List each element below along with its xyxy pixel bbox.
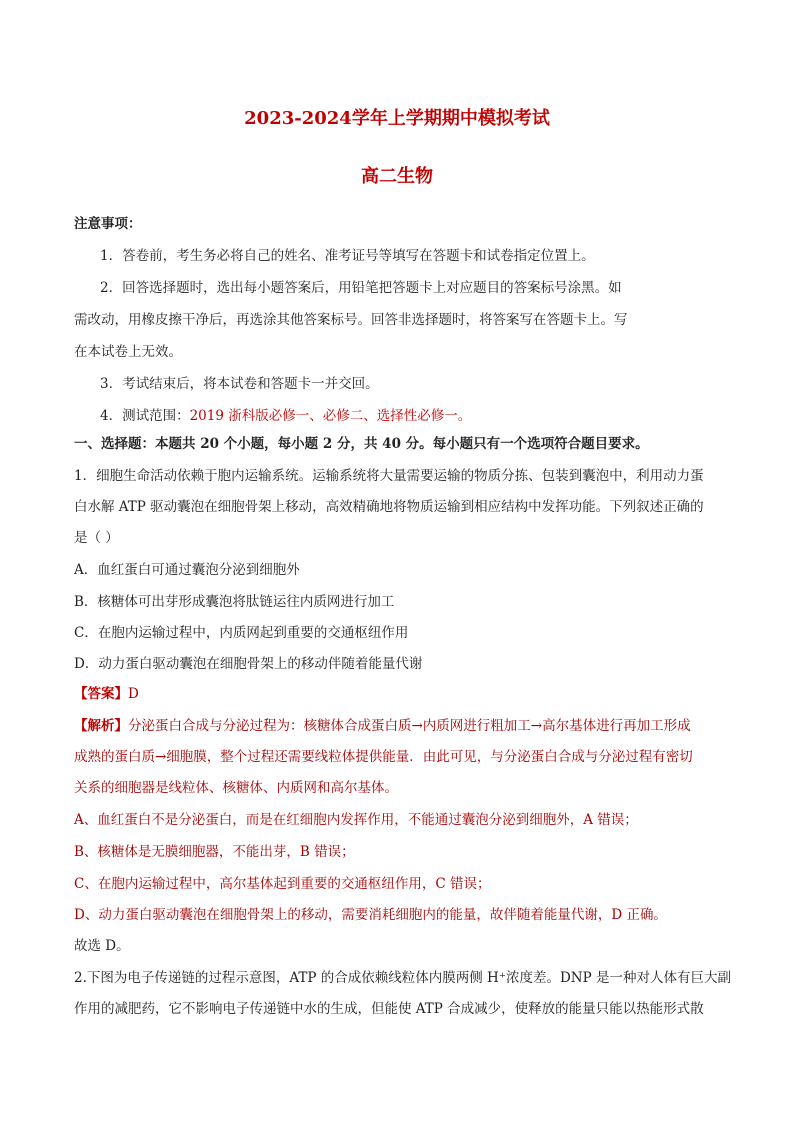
section-heading: 一、选择题：本题共 20 个小题，每小题 2 分，共 40 分。每小题只有一个选项符合题目要求。	[74, 436, 649, 452]
notes-heading: 注意事项：	[74, 216, 142, 232]
question-1-option-b: B．核糖体可出芽形成囊泡将肽链运往内质网进行加工	[74, 594, 395, 610]
question-1-analysis-a: A、血红蛋白不是分泌蛋白，而是在红细胞内发挥作用，不能通过囊泡分泌到细胞外，A 错误；	[74, 812, 638, 828]
question-1-analysis-line-2: 成熟的蛋白质→细胞膜，整个过程还需要线粒体提供能量．由此可见，与分泌蛋白合成与分泌过程有密切	[74, 749, 693, 765]
question-1-analysis-d: D、动力蛋白驱动囊泡在细胞骨架上的移动，需要消耗细胞内的能量，故伴随着能量代谢，D 正确。	[74, 907, 667, 923]
question-1-stem-line-3: 是（ ）	[74, 530, 119, 546]
question-1-conclusion: 故选 D。	[74, 938, 130, 954]
note-item-2-line-3: 在本试卷上无效。	[74, 344, 182, 360]
question-1-analysis-c: C、在胞内运输过程中，高尔基体起到重要的交通枢纽作用，C 错误；	[74, 876, 491, 892]
question-1-option-a: A．血红蛋白可通过囊泡分泌到细胞外	[74, 562, 300, 578]
note-item-4-range: 2019 浙科版必修一、必修二、选择性必修一。	[189, 408, 472, 424]
note-item-3: 3．考试结束后，将本试卷和答题卡一并交回。	[100, 376, 379, 392]
question-1-answer	[74, 684, 744, 704]
question-1-analysis-b: B、核糖体是无膜细胞器，不能出芽，B 错误；	[74, 844, 355, 860]
question-1-option-d: D．动力蛋白驱动囊泡在细胞骨架上的移动伴随着能量代谢	[74, 656, 423, 672]
analysis-text: 分泌蛋白合成与分泌过程为：核糖体合成蛋白质→内质网进行粗加工→高尔基体进行再加工形成	[128, 718, 691, 734]
question-1-stem-line-2: 白水解 ATP 驱动囊泡在细胞骨架上移动，高效精确地将物质运输到相应结构中发挥功能。下列叙述正确的	[74, 499, 704, 515]
note-item-2-line-2: 需改动，用橡皮擦干净后，再选涂其他答案标号。回答非选择题时，将答案写在答题卡上。写	[74, 312, 628, 328]
question-2-stem-line-2: 作用的减肥药，它不影响电子传递链中水的生成，但能使 ATP 合成减少，使释放的能量只能以热能形式散	[74, 1001, 704, 1017]
answer-value: D	[128, 686, 139, 702]
page-title: 2023-2024学年上学期期中模拟考试	[244, 108, 550, 129]
question-1-option-c: C．在胞内运输过程中，内质网起到重要的交通枢纽作用	[74, 625, 409, 641]
question-1-analysis-line-1	[74, 716, 744, 736]
analysis-label: 【解析】	[74, 718, 128, 734]
page-subtitle: 高二生物	[361, 166, 433, 187]
question-1-stem-line-1: 1．细胞生命活动依赖于胞内运输系统。运输系统将大量需要运输的物质分拣、包装到囊泡中，利用动力蛋	[74, 468, 704, 484]
question-2-stem-line-1: 2.下图为电子传递链的过程示意图，ATP 的合成依赖线粒体内膜两侧 H⁺浓度差。DNP 是一种对人体有巨大副	[74, 970, 731, 986]
answer-label: 【答案】	[74, 686, 128, 702]
note-item-2-line-1: 2．回答选择题时，选出每小题答案后，用铅笔把答题卡上对应题目的答案标号涂黑。如	[100, 280, 622, 296]
note-item-4	[100, 406, 744, 426]
note-item-1: 1．答卷前，考生务必将自己的姓名、准考证号等填写在答题卡和试卷指定位置上。	[100, 248, 595, 264]
question-1-analysis-line-3: 关系的细胞器是线粒体、核糖体、内质网和高尔基体。	[74, 780, 398, 796]
note-item-4-prefix: 4．测试范围：	[100, 408, 190, 424]
